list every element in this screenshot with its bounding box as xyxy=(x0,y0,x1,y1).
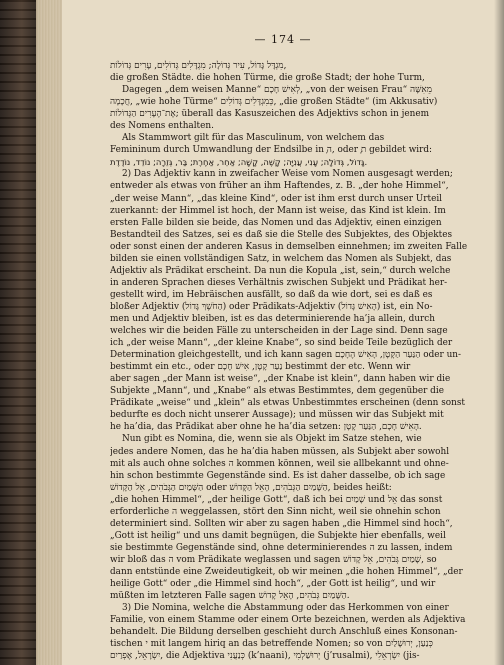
book-spine xyxy=(0,0,36,665)
text-line: aber sagen „der Mann ist weise“, „der Knabe ist klein“, dann haben wir die xyxy=(110,374,451,385)
text-line: müßten im letzteren Falle sagen הַשָּׁמַיִם גְּבֹהִים, הָאֵל קָדוֹשׁ. xyxy=(110,591,350,602)
text-line: gestellt wird, im Hebräischen ausfällt, so daß da wie dort, sei es daß es xyxy=(110,289,433,300)
text-line: „der weise Mann“, „das kleine Kind“, oder ist ihm erst durch unser Urteil xyxy=(110,193,443,204)
text-line: welches wir die beiden Fälle zu unterscheiden in der Lage sind. Denn sage xyxy=(110,326,448,337)
text-line: Als Stammwort gilt für das Masculinum, von welchem das xyxy=(122,133,385,144)
text-line: erforderliche ה weggelassen, stört den Sinn nicht, weil sie ohnehin schon xyxy=(110,506,441,517)
text-line: Familie, von einem Stamme oder einem Orte bezeichnen, werden als Adjektiva xyxy=(110,615,466,626)
page-shadow xyxy=(494,0,504,665)
text-line: Determination gleichgestellt, und ich kann sagen הַנַּעַר הַקָּטָן, הָאִישׁ הֶחָכָם oder un- xyxy=(110,350,461,361)
text-line: Nun gibt es Nomina, die, wenn sie als Objekt im Satze stehen, wie xyxy=(122,434,422,445)
text-line: יִשְׂרָאֵל, אֶפְרַיִם, die Adjektiva כְּנַעֲנִי (k’naani), יְרוּשַׁלְמִי (j’rusalmi), יִשְׂרְאֵלִי (jis- xyxy=(110,651,420,662)
text-line: Femininum durch Umwandlung der Endsilbe in ָה, oder ֶת gebildet wird: xyxy=(110,145,433,156)
text-line: die großen Städte. die hohen Türme, die große Stadt; der hohe Turm, xyxy=(110,73,425,84)
text-line: behandelt. Die Bildung derselben geschieht durch Anschluß eines Konsonan- xyxy=(110,627,458,638)
text-line: 2) Das Adjektiv kann in zweifacher Weise vom Nomen ausgesagt werden; xyxy=(122,169,453,180)
text-line: Prädikate „weise“ und „klein“ als etwas Unbestimmtes erscheinen (denn sonst xyxy=(110,398,465,409)
text-line: Bestandteil des Satzes, sei es daß sie die Stelle des Subjektes, des Objektes xyxy=(110,229,452,240)
text-line: bestimmt ein etc., oder נַעַר קָטָן, אִישׁ חָכָם bestimmt der etc. Wenn wir xyxy=(110,362,411,373)
text-line: bilden sie einen vollständigen Satz, in welchem das Nomen als Subjekt, das xyxy=(110,253,452,264)
text-line: men und Adjektiv bleiben, ist es das determinierende ha’ja allein, durch xyxy=(110,313,435,324)
text-line: bedurfte es doch nicht unserer Aussage); und müssen wir das Subjekt mit xyxy=(110,410,444,421)
page-edges xyxy=(36,0,62,665)
text-line: he ha’dia, das Prädikat aber ohne he ha’dia setzen: הָאִישׁ חָכָם, הַנַּעַר קָטָן. xyxy=(110,422,422,433)
text-line: „Gott ist heilig“ und uns damit begnügen, die Subjekte hier ebenfalls, weil xyxy=(110,530,446,541)
text-line: אֶת־הֶעָרִים הַגְּדוֹלוֹת; überall das Kasuszeichen des Adjektivs schon in jenem xyxy=(110,109,430,120)
text-line: heilige Gott“ oder „die Himmel sind hoch“, „der Gott ist heilig“, und wir xyxy=(110,579,436,590)
text-line: Subjekte „Mann“, und „Knabe“ als etwas Bestimmtes, dem gegenüber die xyxy=(110,386,444,397)
book-page xyxy=(62,0,504,665)
text-line: dann entstünde eine Zweideutigkeit, ob wir meinen „die hohen Himmel“, „der xyxy=(110,566,463,577)
text-line: ersten Falle bilden sie beide, das Nomen und das Adjektiv, einen einzigen xyxy=(110,217,442,228)
text-line: ich „der weise Mann“, „der kleine Knabe“, so sind beide Teile bezüglich der xyxy=(110,338,453,349)
text-line: Adjektiv als Prädikat erscheint. Da nun die Kopula „ist, sein,“ durch welche xyxy=(110,265,451,276)
text-line: tischen י mit langem hiriq an das betreffende Nomen; so von כְּנַעַן, יְרוּשָׁלַיִם xyxy=(110,639,433,650)
page-text xyxy=(110,60,497,662)
text-line: „die hohen Himmel“, „der heilige Gott“, daß ich bei שָׁמַיִם und אֵל das sonst xyxy=(110,494,443,505)
text-line: מִגְדָּל גָּדוֹל, עִיר גְּדוֹלָה; מִגְדָּלִים גְּדוֹלִים, עָרִים גְּדוֹלוֹת, xyxy=(110,61,287,71)
page-number: — 174 — xyxy=(254,33,312,46)
text-line: sie bestimmte Gegenstände sind, ohne determinierendes ה zu lassen, indem xyxy=(110,542,453,553)
text-line: wir bloß das ה vom Prädikate weglassen und sagen שָׁמַיִם גְּבֹהִים, אֵל קָדוֹשׁ, so xyxy=(110,554,437,565)
text-line: zuerkannt: der Himmel ist hoch, der Mann ist weise, das Kind ist klein. Im xyxy=(110,205,446,216)
text-line: oder sonst einen der anderen Kasus in demselben einnehmen; im zweiten Falle xyxy=(110,241,468,252)
text-line: des Nomens enthalten. xyxy=(110,121,214,132)
text-line: in anderen Sprachen dieses Verhältnis zwischen Subjekt und Prädikat her- xyxy=(110,277,448,288)
text-line: mit als auch ohne solches ה kommen können, weil sie allbekannt und ohne- xyxy=(110,458,449,469)
text-line: הַשָּׁמַיִם הַגְּבֹהִים, אֵל הַקָּדוֹשׁ oder הַשָּׁמַיִם הַגְּבֹהִים, הָאֵל הַקָּדוֹשׁ, beides heißt: xyxy=(110,482,392,493)
text-line: entweder als etwas von früher an ihm Haftendes, z. B. „der hohe Himmel“, xyxy=(110,181,449,192)
text-line: determiniert sind. Sollten wir aber zu sagen haben „die Himmel sind hoch“, xyxy=(110,518,453,529)
text-line: Dagegen „dem weisen Manne“ לְאִישׁ חָכָם, „von der weisen Frau“ מֵאִשָּׁה xyxy=(122,85,432,96)
text-line: bloßer Adjektiv (הַחֹשֶׁךְ גָּדוֹל) oder Prädikats-Adjektiv (הָאִישׁ גָּדוֹל) ist, ein No- xyxy=(110,301,433,312)
text-line: hin schon bestimmte Gegenstände sind. Es ist daher dasselbe, ob ich sage xyxy=(110,470,446,481)
text-line: חֲכָמָה, „wie hohe Türme“ כְּמִגְדָּלִים גְּדוֹלִים, „die großen Städte“ (im Akkusativ) xyxy=(110,97,438,108)
text-line: jedes andere Nomen, das he ha’dia haben müssen, als Subjekt aber sowohl xyxy=(110,446,450,457)
text-line: גָּדוֹל, גְּדוֹלָה; עָנִי, עֲנִיָּה; קָשֶׁה, קָשָׁה; אַחֵר, אַחֶרֶת; בַּר, גְּזֵרָה; נוֹדֵד, נוֹדֶדֶת. xyxy=(110,157,368,168)
text-line: 3) Die Nomina, welche die Abstammung oder das Herkommen von einer xyxy=(122,603,449,614)
